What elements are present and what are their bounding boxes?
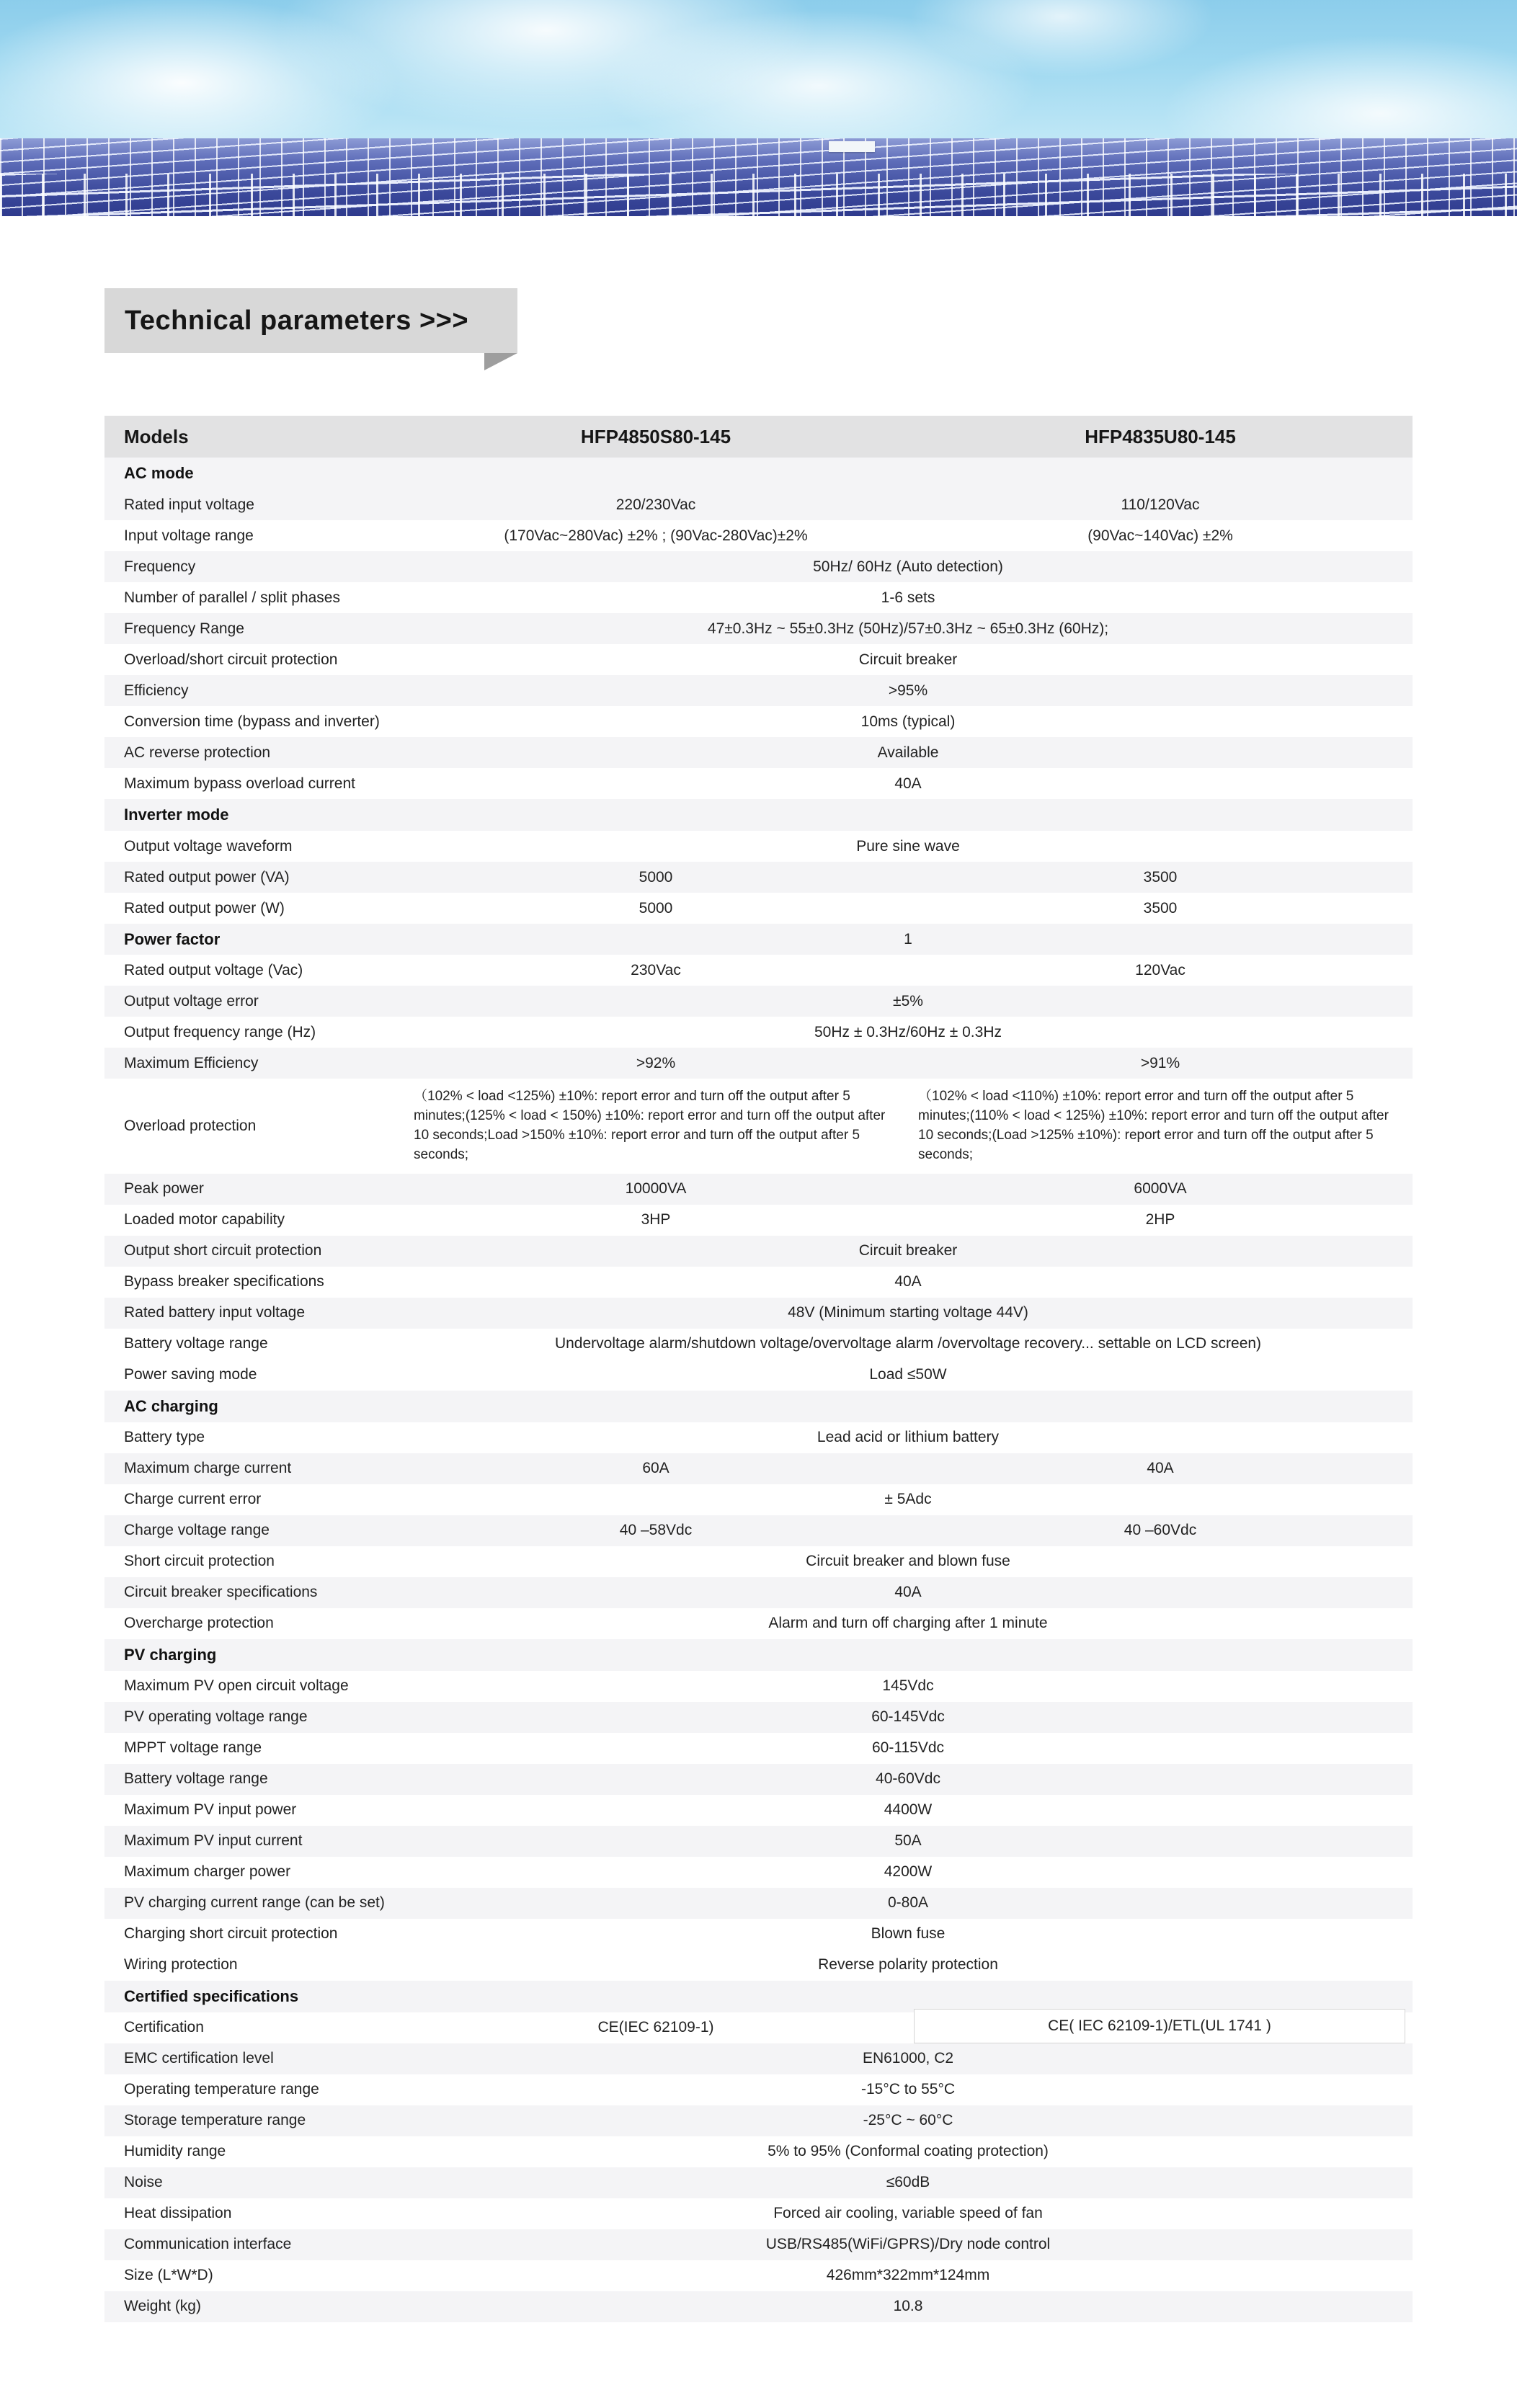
title-fold-decoration: [484, 353, 517, 370]
row-value-span: 10.8: [893, 2298, 923, 2315]
row-value-span: Circuit breaker: [858, 1242, 958, 1259]
row-label: AC reverse protection: [124, 744, 271, 761]
row-value-model2: 40 –60Vdc: [1124, 1522, 1197, 1539]
row-value-span: 50Hz/ 60Hz (Auto detection): [813, 558, 1003, 575]
row-value-model2: 110/120Vac: [1121, 496, 1200, 513]
row-label: Short circuit protection: [124, 1553, 275, 1570]
row-value-span: ±5%: [893, 992, 923, 1009]
row-value-span: 1: [904, 930, 912, 947]
table-row: [104, 1236, 1413, 1267]
table-row: [104, 2198, 1413, 2229]
row-value-model1: 40 –58Vdc: [619, 1522, 693, 1539]
table-row: [104, 644, 1413, 675]
table-row: [104, 1329, 1413, 1360]
row-value-model2: 40A: [1147, 1460, 1174, 1477]
banner-solar-panels: [0, 138, 1517, 216]
table-row: [104, 2012, 1413, 2043]
row-label: Rated input voltage: [124, 496, 254, 513]
table-header-row: [104, 416, 1413, 458]
section-row: [104, 799, 1413, 831]
table-row: [104, 2291, 1413, 2322]
row-label: Loaded motor capability: [124, 1211, 285, 1228]
row-value-span: 60-145Vdc: [871, 1708, 945, 1726]
row-label: Size (L*W*D): [124, 2267, 213, 2284]
table-row: [104, 1174, 1413, 1205]
row-label: Communication interface: [124, 2236, 292, 2253]
table-row: [104, 675, 1413, 706]
table-row: [104, 768, 1413, 799]
table-row: [104, 1298, 1413, 1329]
row-label: Power factor: [124, 929, 221, 948]
row-value-span: USB/RS485(WiFi/GPRS)/Dry node control: [765, 2236, 1051, 2253]
row-label: Heat dissipation: [124, 2205, 232, 2222]
row-value-span: ± 5Adc: [884, 1491, 932, 1508]
table-row: [104, 2043, 1413, 2074]
row-label: Battery type: [124, 1429, 205, 1446]
table-row: [104, 2260, 1413, 2291]
table-row: [104, 489, 1413, 520]
row-label: PV charging current range (can be set): [124, 1894, 385, 1912]
table-row: [104, 955, 1413, 986]
table-row: [104, 1453, 1413, 1484]
row-value-span: 40A: [894, 1273, 922, 1290]
section-row: [104, 1639, 1413, 1671]
row-value-model2: （102% < load <110%) ±10%: report error and turn off the output after 5 minutes;(110% < load < 125%) ±10%: report error and turn off the output after 10 seconds;(Load >125% ±10%): report error and turn off the output after 5 seconds;: [918, 1089, 1389, 1162]
row-value-span: Available: [877, 744, 939, 761]
row-value-span: -15°C to 55°C: [860, 2081, 956, 2098]
row-label: Maximum Efficiency: [124, 1054, 259, 1071]
table-row: [104, 582, 1413, 613]
row-value-model2: (90Vac~140Vac) ±2%: [1087, 527, 1233, 544]
row-value-model2: >91%: [1140, 1054, 1180, 1071]
row-value-model1: 3HP: [641, 1211, 671, 1228]
row-label: Operating temperature range: [124, 2081, 319, 2098]
row-value-span: 48V (Minimum starting voltage 44V): [788, 1304, 1028, 1321]
row-label: Maximum charger power: [124, 1863, 291, 1881]
row-value-span: 40A: [894, 1584, 922, 1601]
row-label: Rated output power (W): [124, 899, 285, 917]
section-title: AC charging: [124, 1396, 218, 1415]
row-value-span: Alarm and turn off charging after 1 minute: [768, 1615, 1048, 1632]
table-row: [104, 520, 1413, 551]
table-row: [104, 2105, 1413, 2136]
row-label: Maximum PV input power: [124, 1801, 297, 1819]
banner-building: [829, 141, 875, 152]
header-model2-name: HFP4835U80-145: [1085, 425, 1236, 447]
row-label: Charge voltage range: [124, 1522, 270, 1539]
table-row: [104, 551, 1413, 582]
row-label: Peak power: [124, 1180, 204, 1198]
table-row: [104, 706, 1413, 737]
row-label: Overcharge protection: [124, 1615, 274, 1632]
row-label: Battery voltage range: [124, 1770, 268, 1788]
row-label: Maximum PV input current: [124, 1832, 303, 1850]
table-row: [104, 1267, 1413, 1298]
table-row: [104, 1764, 1413, 1795]
table-row: [104, 1546, 1413, 1577]
row-value-model1: 220/230Vac: [615, 496, 696, 513]
row-value-model1: 5000: [639, 868, 673, 886]
row-value-span: Undervoltage alarm/shutdown voltage/overvoltage alarm /overvoltage recovery... settable on LCD screen): [554, 1335, 1262, 1352]
table-row: [104, 1360, 1413, 1391]
row-label: Output voltage error: [124, 992, 259, 1009]
row-value-span: 0-80A: [887, 1894, 929, 1912]
row-value-span: 1-6 sets: [881, 589, 935, 606]
row-value-model1: >92%: [636, 1054, 676, 1071]
row-label: Certification: [124, 2019, 204, 2036]
certification-highlight-box: CE( IEC 62109-1)/ETL(UL 1741 ): [914, 2009, 1405, 2043]
table-row: [104, 1950, 1413, 1981]
banner-sky: [0, 0, 1517, 138]
table-row: [104, 613, 1413, 644]
table-row: [104, 831, 1413, 862]
row-value-span: 426mm*322mm*124mm: [826, 2267, 990, 2284]
row-value-span: 145Vdc: [882, 1677, 934, 1695]
row-label: Humidity range: [124, 2143, 226, 2160]
header-models-label: Models: [124, 425, 189, 447]
table-row: [104, 1079, 1413, 1174]
row-label: Maximum PV open circuit voltage: [124, 1677, 349, 1695]
table-row: [104, 1919, 1413, 1950]
table-row: [104, 1826, 1413, 1857]
section-title: Certified specifications: [124, 1986, 299, 2005]
table-row: [104, 893, 1413, 924]
row-value-span: 47±0.3Hz ~ 55±0.3Hz (50Hz)/57±0.3Hz ~ 65±0.3Hz (60Hz);: [707, 620, 1109, 637]
row-label: Rated output voltage (Vac): [124, 961, 303, 978]
banner-image: [0, 0, 1517, 216]
section-row: [104, 458, 1413, 489]
table-row: [104, 2136, 1413, 2167]
row-value-span: 4400W: [884, 1801, 933, 1819]
row-label: Frequency: [124, 558, 196, 575]
table-row: [104, 1795, 1413, 1826]
row-label: Input voltage range: [124, 527, 254, 544]
row-label: Storage temperature range: [124, 2112, 306, 2129]
table-row: [104, 2074, 1413, 2105]
row-value-span: 50A: [894, 1832, 922, 1850]
page-title: [104, 288, 517, 353]
table-row: [104, 1888, 1413, 1919]
row-label: Rated battery input voltage: [124, 1304, 305, 1321]
row-value-model1: 5000: [639, 899, 673, 917]
table-row: [104, 862, 1413, 893]
table-row: [104, 1608, 1413, 1639]
row-value-span: Lead acid or lithium battery: [817, 1429, 1000, 1446]
table-row: [104, 1484, 1413, 1515]
row-label: Bypass breaker specifications: [124, 1273, 324, 1290]
row-label: Number of parallel / split phases: [124, 589, 340, 606]
section-title: AC mode: [124, 464, 194, 482]
row-label: Rated output power (VA): [124, 868, 290, 886]
table-row: [104, 1671, 1413, 1702]
row-value-span: 40-60Vdc: [876, 1770, 940, 1788]
page-title-text: Technical parameters >>>: [125, 305, 469, 336]
table-body: [104, 458, 1413, 2322]
row-label: Maximum charge current: [124, 1460, 292, 1477]
row-label: PV operating voltage range: [124, 1708, 308, 1726]
row-label: Output frequency range (Hz): [124, 1023, 316, 1040]
row-value-span: Forced air cooling, variable speed of fan: [773, 2205, 1043, 2222]
row-label: EMC certification level: [124, 2050, 274, 2067]
row-value-span: 40A: [894, 775, 922, 792]
row-value-span: ≤60dB: [886, 2174, 930, 2191]
row-label: Battery voltage range: [124, 1335, 268, 1352]
table-row: [104, 2167, 1413, 2198]
row-label: Output voltage waveform: [124, 837, 293, 855]
row-value-span: 60-115Vdc: [871, 1739, 945, 1757]
row-value-span: 50Hz ± 0.3Hz/60Hz ± 0.3Hz: [814, 1023, 1002, 1040]
table-row: [104, 1017, 1413, 1048]
row-value-model1: 230Vac: [631, 961, 681, 978]
table-row: [104, 1048, 1413, 1079]
row-value-span: 10ms (typical): [860, 713, 956, 730]
row-label: MPPT voltage range: [124, 1739, 262, 1757]
row-label: Circuit breaker specifications: [124, 1584, 318, 1601]
row-value-span: 4200W: [884, 1863, 933, 1881]
table-row: [104, 986, 1413, 1017]
row-label: Charging short circuit protection: [124, 1925, 338, 1943]
section-row: [104, 1391, 1413, 1422]
row-value-span: Pure sine wave: [856, 837, 960, 855]
row-label: Overload/short circuit protection: [124, 651, 338, 668]
row-value-model2: 3500: [1143, 899, 1178, 917]
table-row: [104, 1702, 1413, 1733]
row-value-span: >95%: [888, 682, 928, 699]
row-label: Efficiency: [124, 682, 189, 699]
table-row: [104, 2229, 1413, 2260]
row-label: Frequency Range: [124, 620, 244, 637]
table-row: [104, 1733, 1413, 1764]
row-label: Weight (kg): [124, 2298, 201, 2315]
row-value-model1: (170Vac~280Vac) ±2% ; (90Vac-280Vac)±2%: [504, 527, 808, 544]
row-label: Maximum bypass overload current: [124, 775, 355, 792]
row-label: Wiring protection: [124, 1956, 238, 1974]
table-row: [104, 737, 1413, 768]
row-label: Noise: [124, 2174, 163, 2191]
row-label: Power saving mode: [124, 1366, 257, 1383]
section-row: [104, 1981, 1413, 2012]
row-value-model2: 3500: [1143, 868, 1178, 886]
row-value-model1: CE(IEC 62109-1): [597, 2019, 714, 2036]
header-model1-name: HFP4850S80-145: [580, 425, 731, 447]
section-title: PV charging: [124, 1645, 217, 1664]
row-value-span: 5% to 95% (Conformal coating protection): [768, 2143, 1049, 2160]
row-value-span: -25°C ~ 60°C: [863, 2112, 953, 2129]
row-value-span: Load ≤50W: [869, 1366, 947, 1383]
table-row: [104, 1422, 1413, 1453]
row-value-model2: 2HP: [1145, 1211, 1175, 1228]
table-row: [104, 1205, 1413, 1236]
table-row: [104, 1577, 1413, 1608]
row-value-model2: 120Vac: [1135, 961, 1185, 978]
row-label: Output short circuit protection: [124, 1242, 322, 1259]
row-value-model1: （102% < load <125%) ±10%: report error and turn off the output after 5 minutes;(125% < load < 150%) ±10%: report error and turn off the output after 10 seconds;Load >150% ±10%: report error and turn off the output after 5 seconds;: [414, 1089, 886, 1162]
row-value-model2: 6000VA: [1134, 1180, 1187, 1198]
row-label: Overload protection: [124, 1117, 257, 1134]
row-value-span: Circuit breaker and blown fuse: [806, 1553, 1010, 1570]
row-value-span: Blown fuse: [871, 1925, 946, 1943]
row-value-span: Reverse polarity protection: [818, 1956, 998, 1974]
row-label: Conversion time (bypass and inverter): [124, 713, 380, 730]
table-row: [104, 924, 1413, 955]
row-value-span: EN61000, C2: [862, 2050, 954, 2067]
table-row: [104, 1515, 1413, 1546]
spec-table: [104, 416, 1413, 2322]
table-row: [104, 1857, 1413, 1888]
row-value-model1: 60A: [642, 1460, 669, 1477]
row-value-span: Circuit breaker: [858, 651, 958, 668]
section-title: Inverter mode: [124, 806, 229, 824]
row-value-model2: [908, 2012, 1413, 2043]
row-label: Charge current error: [124, 1491, 262, 1508]
row-value-model1: 10000VA: [625, 1180, 687, 1198]
